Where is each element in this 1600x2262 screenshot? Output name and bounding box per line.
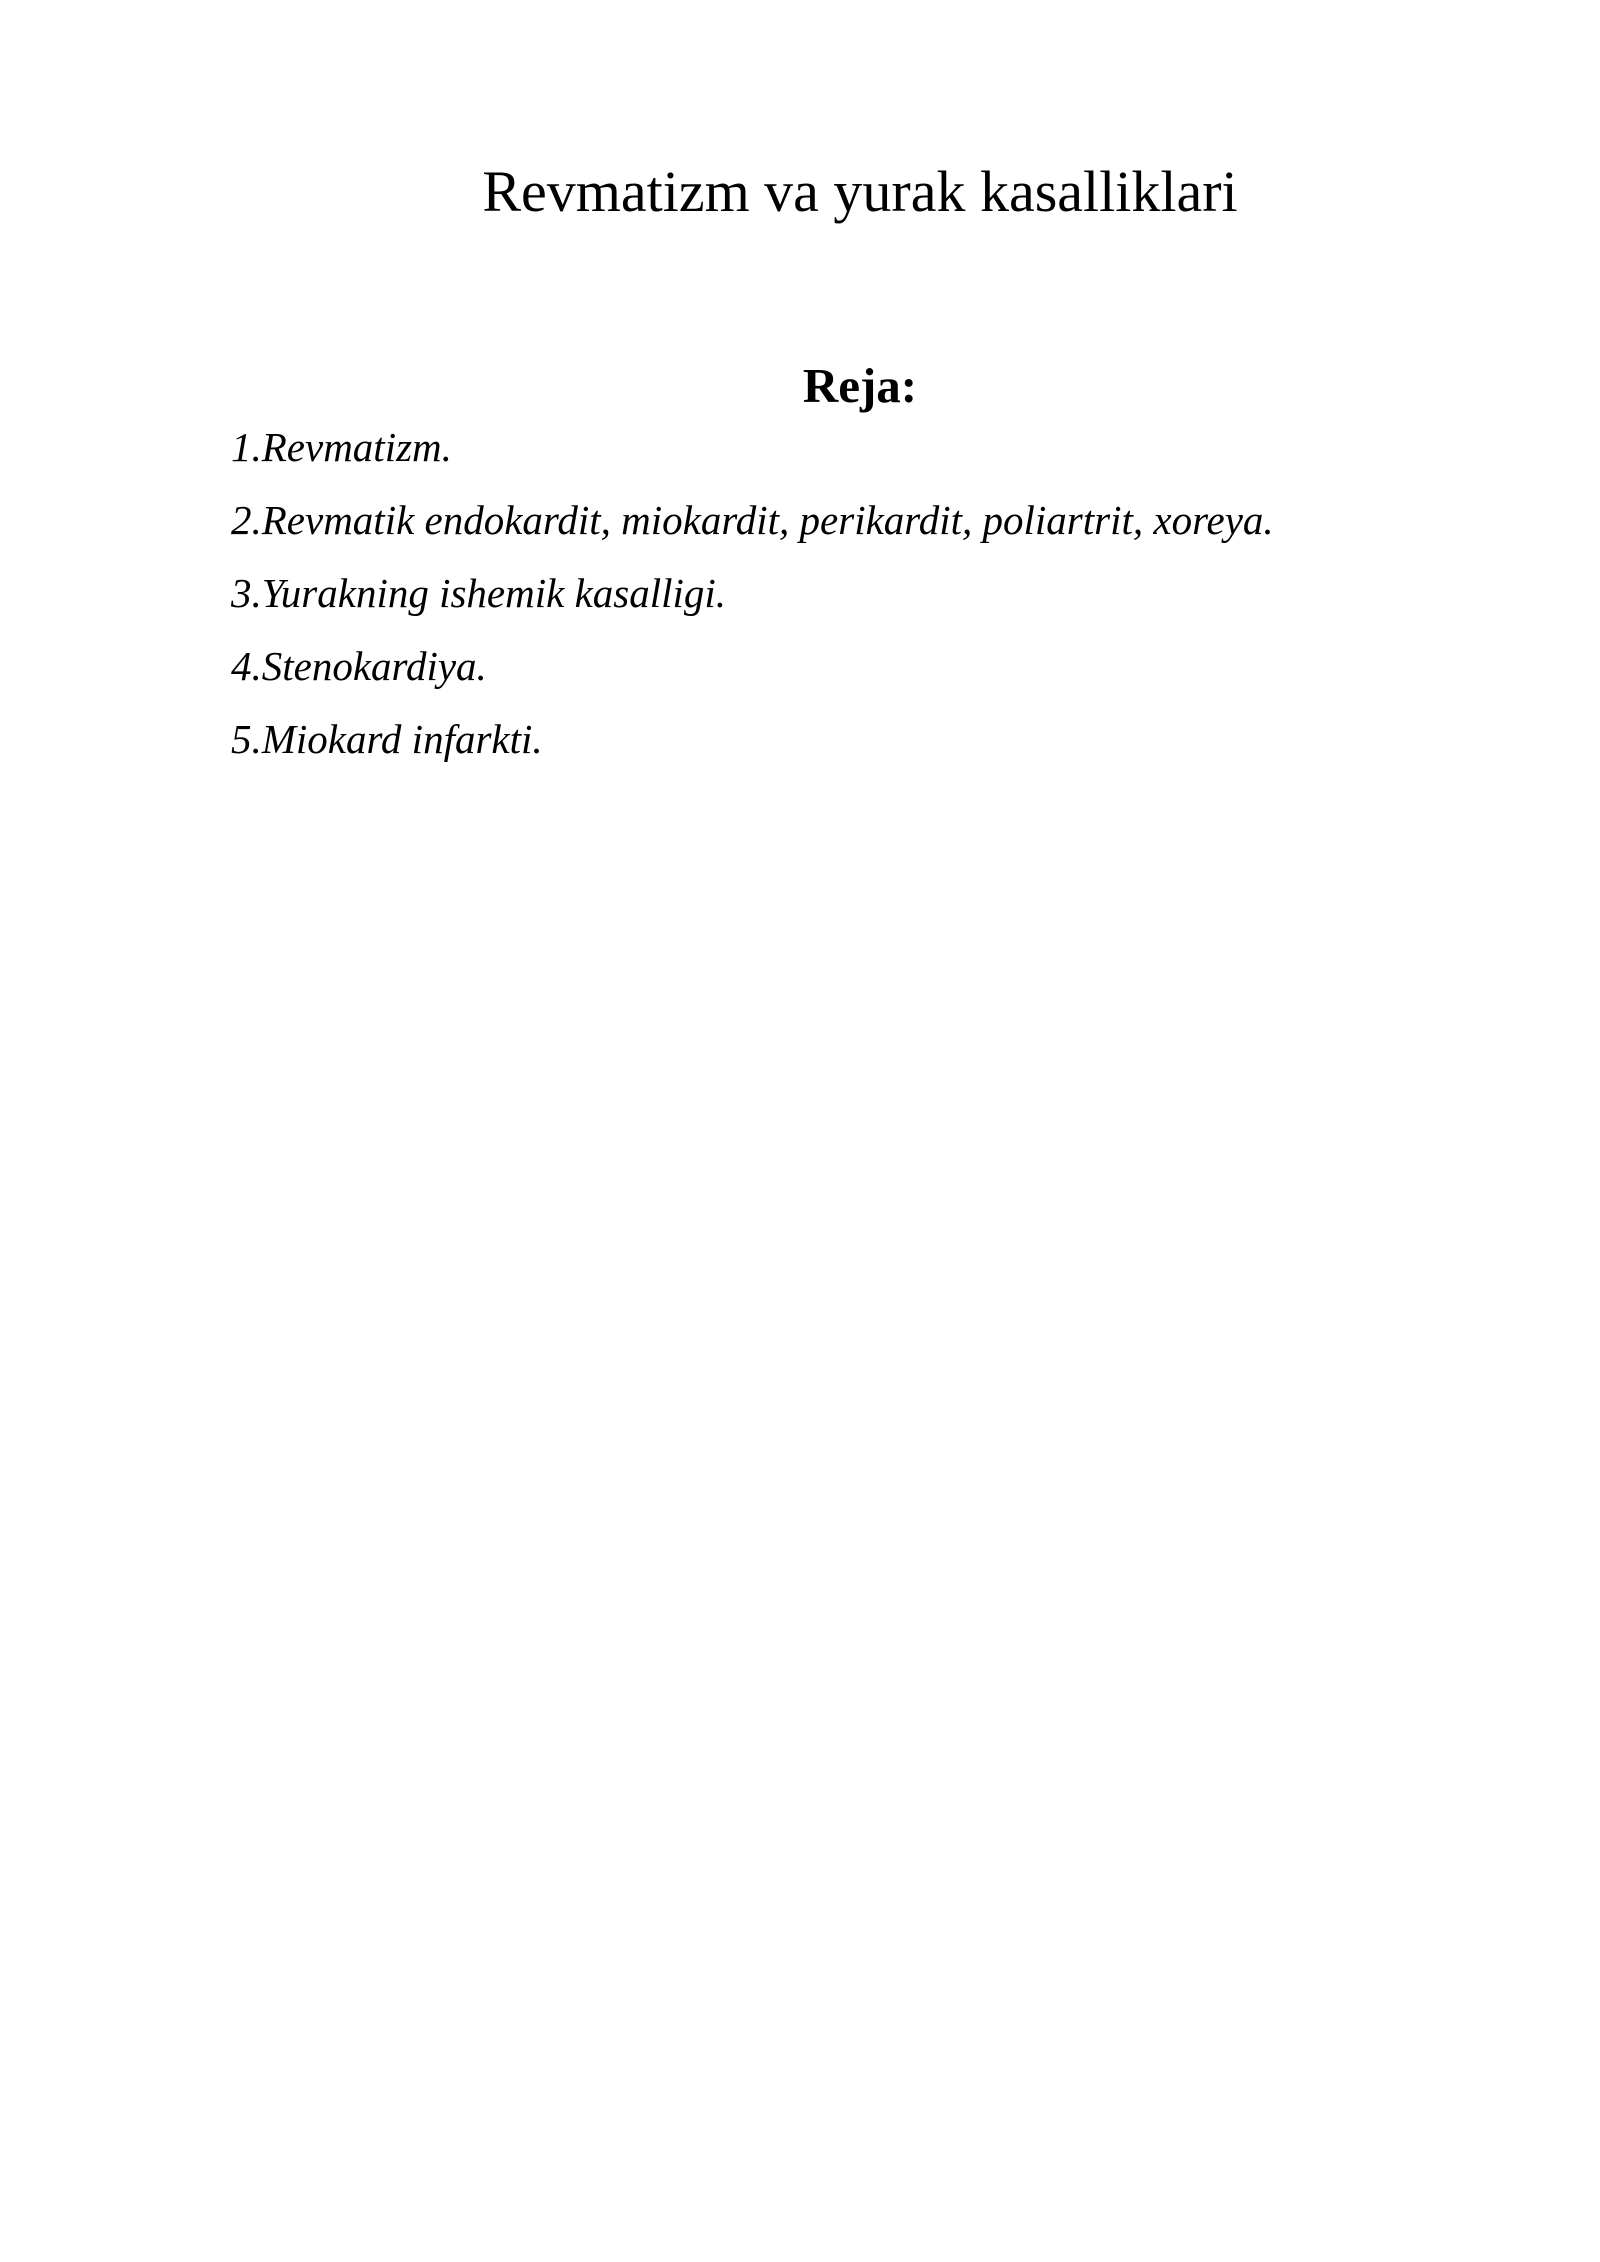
plan-item: 1.Revmatizm. — [231, 424, 452, 470]
plan-item: 5.Miokard infarkti. — [231, 716, 543, 762]
plan-item: 4.Stenokardiya. — [231, 643, 487, 689]
document-title: Revmatizm va yurak kasalliklari — [482, 159, 1238, 224]
plan-item: 3.Yurakning ishemik kasalligi. — [231, 570, 727, 616]
plan-item: 2.Revmatik endokardit, miokardit, perikardit, poliartrit, xoreya. — [231, 497, 1274, 543]
plan-list — [231, 411, 1274, 776]
plan-heading: Reja: — [802, 358, 918, 413]
